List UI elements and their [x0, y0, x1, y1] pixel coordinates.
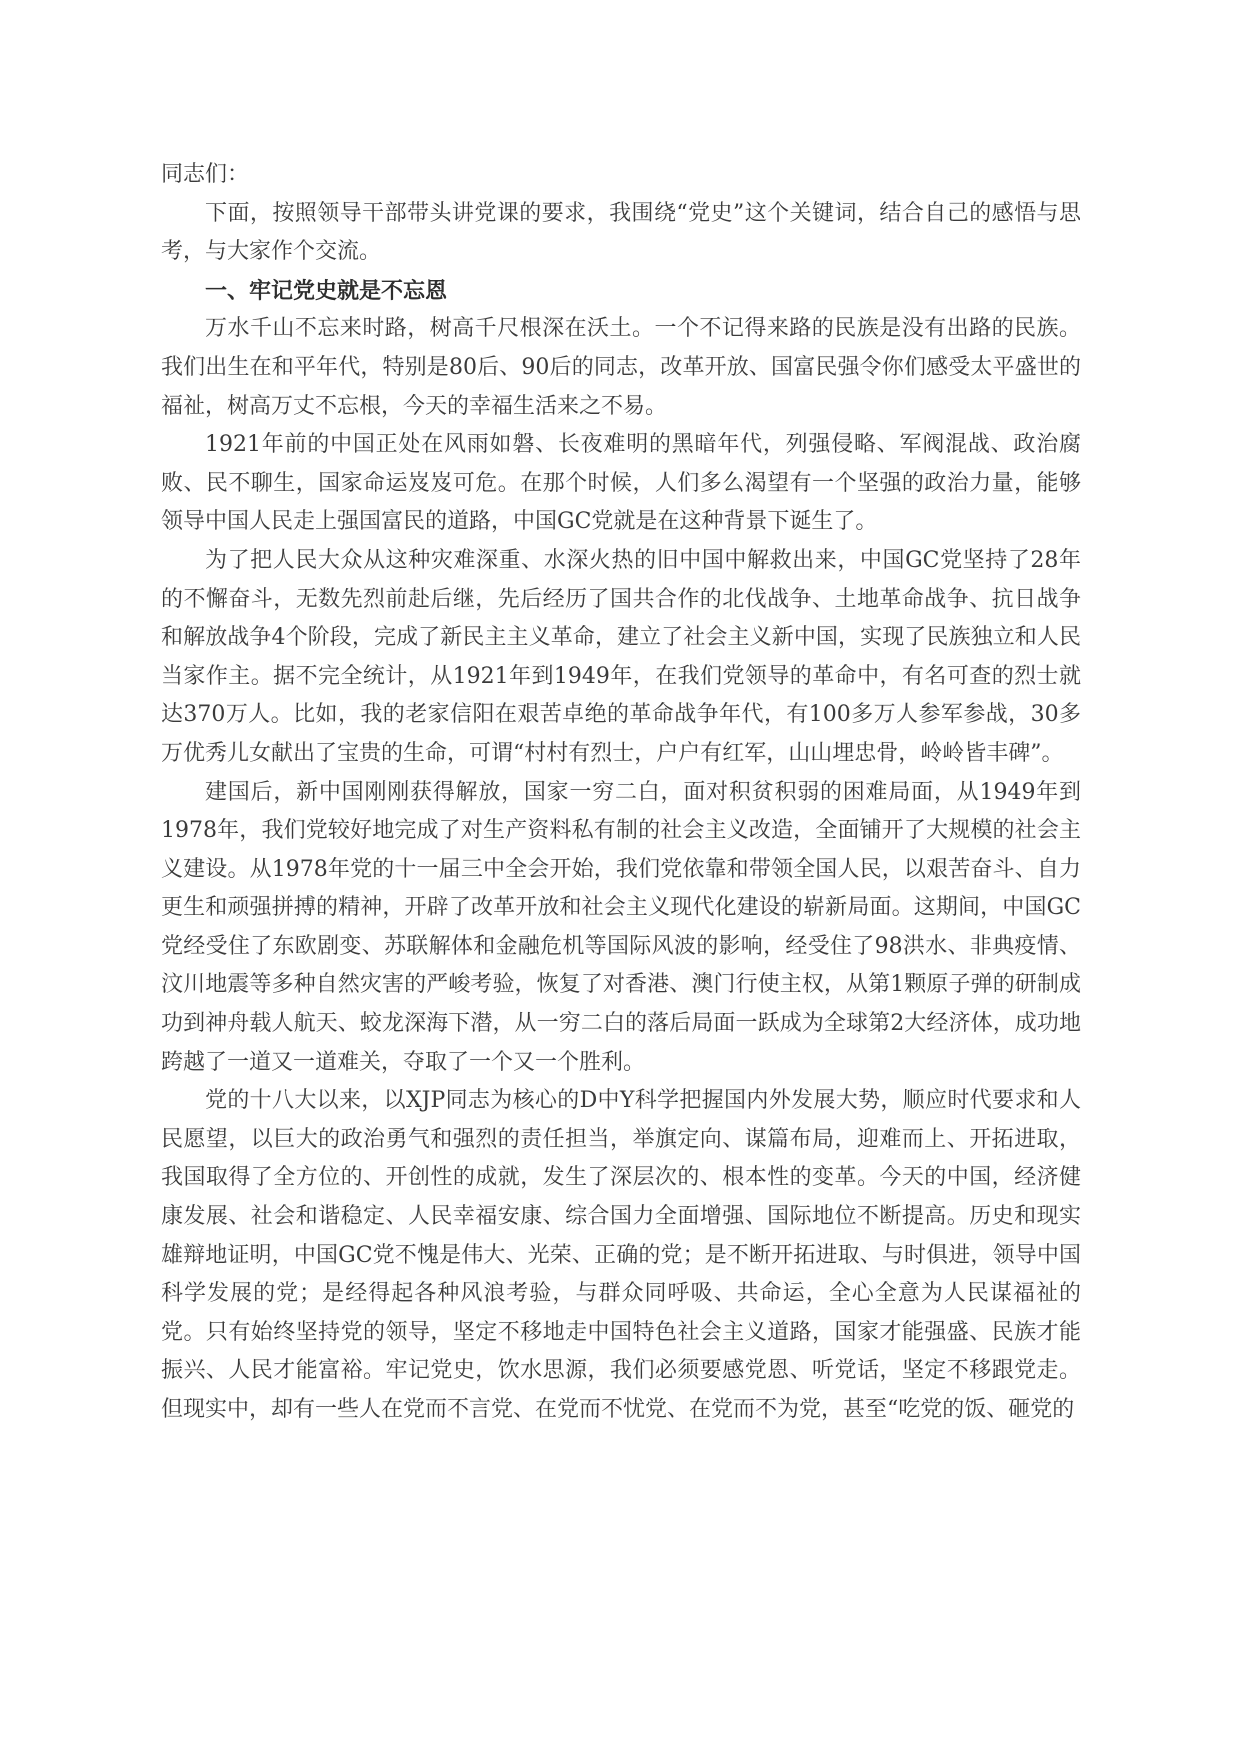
body-paragraph: 万水千山不忘来时路，树高千尺根深在沃土。一个不记得来路的民族是没有出路的民族。我们出生在和平年代，特别是80后、90后的同志，改革开放、国富民强令你们感受太平盛世的福祉，树高万丈不忘根，今天的幸福生活来之不易。	[161, 316, 1081, 419]
body-paragraph: 建国后，新中国刚刚获得解放，国家一穷二白，面对积贫积弱的困难局面，从1949年到1978年，我们党较好地完成了对生产资料私有制的社会主义改造，全面铺开了大规模的社会主义建设。从1978年党的十一届三中全会开始，我们党依靠和带领全国人民，以艰苦奋斗、自力更生和顽强拼搏的精神，开辟了改革开放和社会主义现代化建设的崭新局面。这期间，中国GC党经受住了东欧剧变、苏联解体和金融危机等国际风波的影响，经受住了98洪水、非典疫情、汶川地震等多种自然灾害的严峻考验，恢复了对香港、澳门行使主权，从第1颗原子弹的研制成功到神舟载人航天、蛟龙深海下潜，从一穷二白的落后局面一跃成为全球第2大经济体，成功地跨越了一道又一道难关，夺取了一个又一个胜利。	[161, 779, 1081, 1075]
intro-paragraph: 下面，按照领导干部带头讲党课的要求，我围绕“党史”这个关键词，结合自己的感悟与思考，与大家作个交流。	[161, 200, 1081, 265]
section-heading: 一、牢记党史就是不忘恩	[205, 277, 448, 304]
body-paragraph: 1921年前的中国正处在风雨如磐、长夜难明的黑暗年代，列强侵略、军阀混战、政治腐败、民不聊生，国家命运岌岌可危。在那个时候，人们多么渴望有一个坚强的政治力量，能够领导中国人民走上强国富民的道路，中国GC党就是在这种背景下诞生了。	[161, 432, 1081, 535]
salutation: 同志们：	[161, 162, 250, 187]
body-paragraph: 党的十八大以来，以XJP同志为核心的D中Y科学把握国内外发展大势，顺应时代要求和人民愿望，以巨大的政治勇气和强烈的责任担当，举旗定向、谋篇布局，迎难而上、开拓进取，我国取得了全方位的、开创性的成就，发生了深层次的、根本性的变革。今天的中国，经济健康发展、社会和谐稳定、人民幸福安康、综合国力全面增强、国际地位不断提高。历史和现实雄辩地证明，中国GC党不愧是伟大、光荣、正确的党；是不断开拓进取、与时俱进，领导中国科学发展的党；是经得起各种风浪考验，与群众同呼吸、共命运，全心全意为人民谋福祉的党。只有始终坚持党的领导，坚定不移地走中国特色社会主义道路，国家才能强盛、民族才能振兴、人民才能富裕。牢记党史，饮水思源，我们必须要感党恩、听党话，坚定不移跟党走。但现实中，却有一些人在党而不言党、在党而不忧党、在党而不为党，甚至“吃党的饭、砸党的	[161, 1088, 1081, 1422]
document-body	[161, 156, 1081, 1430]
body-paragraph: 为了把人民大众从这种灾难深重、水深火热的旧中国中解救出来，中国GC党坚持了28年的不懈奋斗，无数先烈前赴后继，先后经历了国共合作的北伐战争、土地革命战争、抗日战争和解放战争4个阶段，完成了新民主主义革命，建立了社会主义新中国，实现了民族独立和人民当家作主。据不完全统计，从1921年到1949年，在我们党领导的革命中，有名可查的烈士就达370万人。比如，我的老家信阳在艰苦卓绝的革命战争年代，有100多万人参军参战，30多万优秀儿女献出了宝贵的生命，可谓“村村有烈士，户户有红军，山山埋忠骨，岭岭皆丰碑”。	[161, 547, 1081, 766]
